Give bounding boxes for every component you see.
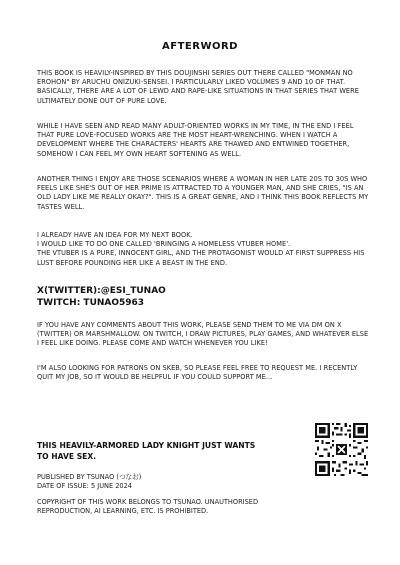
issue-date: DATE OF ISSUE: 5 JUNE 2024	[37, 482, 132, 490]
book-title: THIS HEAVILY-ARMORED LADY KNIGHT JUST WANTS TO HAVE SEX.	[37, 441, 256, 461]
qr-code-icon[interactable]	[315, 423, 368, 476]
page-title: AFTERWORD	[162, 41, 238, 52]
twitch-handle: TWITCH: TUNAO5963	[37, 298, 145, 308]
paragraph-patrons: I'M ALSO LOOKING FOR PATRONS ON SKEB, SO PLEASE FEEL FREE TO REQUEST ME. I RECENTLY QUIT MY JOB, SO IT WOULD BE HELPFUL IF YOU COULD SUPPORT ME...	[37, 364, 358, 382]
paragraph-comments: IF YOU HAVE ANY COMMENTS ABOUT THIS WORK, PLEASE SEND THEM TO ME VIA DM ON X (TWITTER) OR MARSHMALLOW. ON TWITCH, I DRAW PICTURES, PLAY GAMES, AND WHATEVER ELSE I FEEL LIKE DOING. PLEASE COME AND WATCH WHENEVER YOU LIKE!	[37, 321, 369, 348]
paragraph-pure-love: WHILE I HAVE SEEN AND READ MANY ADULT-ORIENTED WORKS IN MY TIME, IN THE END I FEEL THAT PURE LOVE-FOCUSED WORKS ARE THE MOST HEART-WRENCHING. WHEN I WATCH A DEVELOPMENT WHERE THE CHARACTERS' HEARTS ARE THAWED AND ENTWINED TOGETHER, SOMEHOW I CAN FEEL MY OWN HEART SOFTENING AS WELL.	[37, 122, 354, 158]
copyright-notice: COPYRIGHT OF THIS WORK BELONGS TO TSUNAO. UNAUTHORISED REPRODUCTION, AI LEARNING, ETC. IS PROHIBITED.	[37, 498, 259, 516]
twitter-handle: X(TWITTER):@ESI_TUNAO	[37, 286, 166, 296]
paragraph-next-book: I ALREADY HAVE AN IDEA FOR MY NEXT BOOK. I WOULD LIKE TO DO ONE CALLED 'BRINGING A HOMELESS VTUBER HOME'. THE VTUBER IS A PURE, INNOCENT GIRL, AND THE PROTAGONIST WOULD AT FIRST SUPPRESS HIS LUST BEFORE POUNDING HER LIKE A BEAST IN THE END.	[37, 231, 365, 267]
publisher-line: PUBLISHED BY TSUNAO (つなお)	[37, 473, 142, 481]
paragraph-inspiration: THIS BOOK IS HEAVILY-INSPIRED BY THIS DOUJINSHI SERIES OUT THERE CALLED "MONMAN NO EROHON" BY ARUCHU ONIZUKI-SENSEI. I PARTICULARLY LIKED VOLUMES 9 AND 10 OF THAT. BASICALLY, THERE ARE A LOT OF LEWD AND RAPE-LIKE SITUATIONS IN THAT SERIES THAT WERE ULTIMATELY DONE OUT OF PURE LOVE.	[37, 69, 359, 105]
paragraph-genre: ANOTHER THING I ENJOY ARE THOSE SCENARIOS WHERE A WOMAN IN HER LATE 20S TO 30S WHO FEELS LIKE SHE'S OUT OF HER PRIME IS ATTRACTED TO A YOUNGER MAN, AND SHE CRIES, "IS AN OLD LADY LIKE ME REALLY OKAY?". THIS IS A GREAT GENRE, AND I THINK THIS BOOK REFLECTS MY TASTES WELL.	[37, 175, 369, 211]
